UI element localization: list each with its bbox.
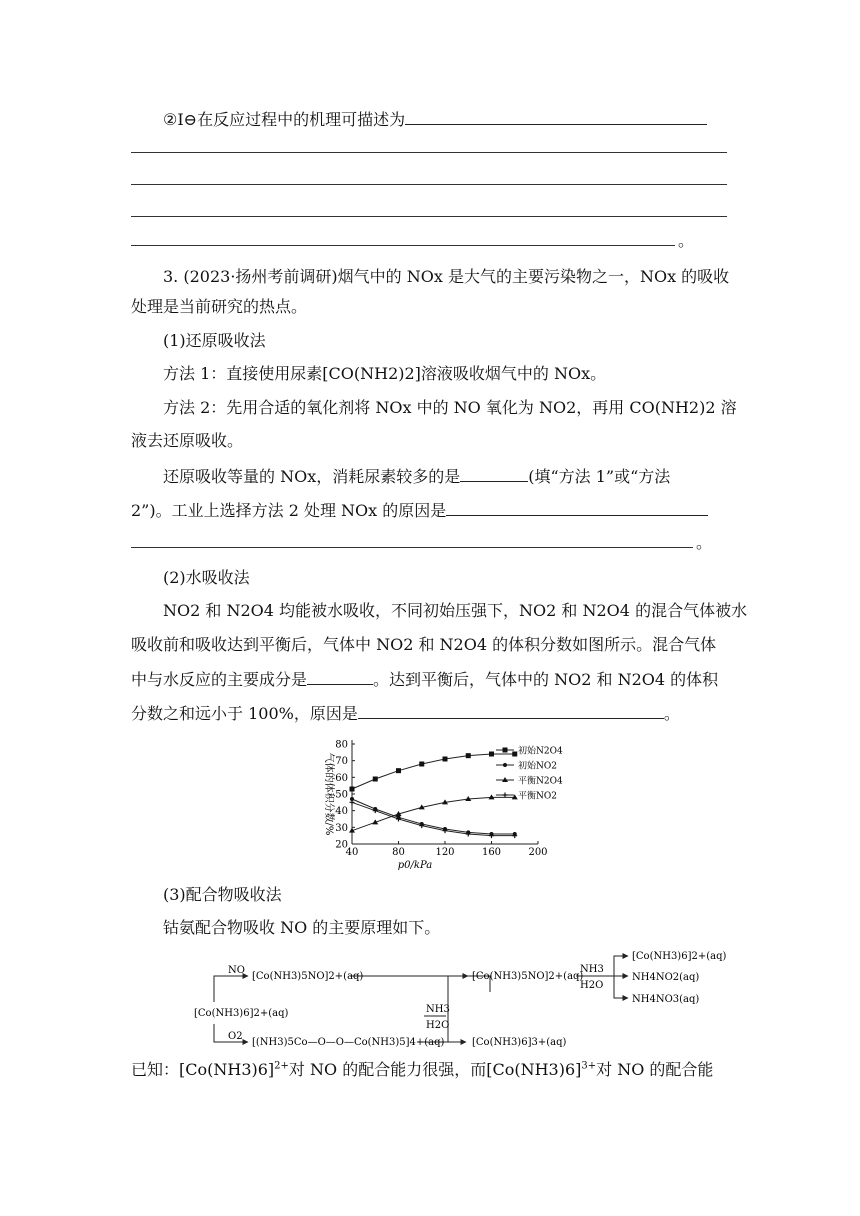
y-tick-label: 20 xyxy=(335,839,348,851)
y-tick-label: 30 xyxy=(335,822,348,834)
y-axis-label: 气体的体积分数/% xyxy=(323,752,334,836)
data-point xyxy=(373,777,378,782)
y-tick-label: 80 xyxy=(335,739,348,751)
q2-item2-text: ②I⊖在反应过程中的机理可描述为 xyxy=(163,110,406,129)
scheme-right-reagent-1: NH3 xyxy=(580,964,604,975)
known-a: 已知：[Co(NH3)6] xyxy=(131,1060,275,1079)
scheme-middle-upper: [Co(NH3)5NO]2+(aq) xyxy=(472,971,584,982)
answer-blank[interactable] xyxy=(446,498,708,516)
data-point xyxy=(443,757,448,762)
q1-line2 xyxy=(131,498,708,522)
legend-label: 平衡N2O4 xyxy=(518,776,563,787)
scheme-mid-reagent-1: NH3 xyxy=(426,1004,450,1015)
data-point xyxy=(396,768,401,773)
answer-line[interactable] xyxy=(131,216,727,217)
part3-line1: 钴氨配合物吸收 NO 的主要原理如下。 xyxy=(163,918,441,937)
part2-line4 xyxy=(131,701,680,725)
answer-line[interactable] xyxy=(131,152,727,153)
part2-line4-text: 分数之和远小于 100%，原因是 xyxy=(131,704,358,723)
scheme-right-reagent-2: H2O xyxy=(580,980,604,991)
data-point xyxy=(503,763,507,767)
legend-label: 平衡NO2 xyxy=(518,791,557,802)
legend-label: 初始N2O4 xyxy=(518,746,563,757)
part2-line3-pre: 中与水反应的主要成分是 xyxy=(131,670,308,689)
known-b: 对 NO 的配合能力很强，而[Co(NH3)6] xyxy=(288,1060,582,1079)
data-point xyxy=(466,753,471,758)
answer-blank[interactable] xyxy=(405,107,707,125)
scheme-product-2: NH4NO2(aq) xyxy=(632,972,700,983)
scheme-product-3: NH4NO3(aq) xyxy=(632,994,700,1005)
series-line xyxy=(352,754,515,789)
known-sup1: 2+ xyxy=(274,1060,289,1072)
data-point xyxy=(503,748,508,753)
chart-legend xyxy=(496,745,563,802)
end-mark: 。 xyxy=(663,704,680,723)
x-tick-label: 160 xyxy=(481,847,502,858)
known-line xyxy=(131,1059,713,1081)
method2-line1: 方法 2：先用合适的氧化剂将 NOx 中的 NO 氧化为 NO2，再用 CO(NH2)2 溶 xyxy=(163,398,737,417)
scheme-product-1: [Co(NH3)6]2+(aq) xyxy=(632,951,727,962)
q1-line1-post: (填“方法 1”或“方法 xyxy=(528,467,671,486)
answer-blank[interactable] xyxy=(358,701,664,719)
x-tick-label: 80 xyxy=(392,847,405,858)
answer-blank[interactable] xyxy=(460,464,528,482)
part2-line1: NO2 和 N2O4 均能被水吸收，不同初始压强下，NO2 和 N2O4 的混合气体被水 xyxy=(163,601,748,620)
scheme-mid-reagent-2: H2O xyxy=(426,1020,450,1031)
y-tick-label: 40 xyxy=(335,806,348,818)
data-point xyxy=(489,794,495,799)
part2-title: (2)水吸收法 xyxy=(163,568,250,587)
q3-intro-line2: 处理是当前研究的热点。 xyxy=(131,297,308,316)
scheme-reagent-bottom: O2 xyxy=(228,1031,243,1042)
y-tick-label: 70 xyxy=(335,756,348,768)
answer-blank[interactable] xyxy=(307,667,373,685)
data-point xyxy=(512,752,517,757)
part2-line3-post: 。达到平衡后，气体中的 NO2 和 N2O4 的体积 xyxy=(373,670,719,689)
data-point xyxy=(350,800,355,805)
method2-line2: 液去还原吸收。 xyxy=(131,431,244,450)
x-tick-label: 120 xyxy=(435,847,455,858)
known-sup2: 3+ xyxy=(581,1060,597,1072)
data-point xyxy=(350,787,355,792)
q1-line1 xyxy=(163,464,670,488)
x-axis-label: p0/kPa xyxy=(397,860,433,871)
chart-axes xyxy=(323,740,548,872)
answer-line[interactable] xyxy=(131,184,727,185)
scheme-lower: [(NH3)5Co—O—O—Co(NH3)5]4+(aq) xyxy=(252,1037,445,1048)
known-c: 对 NO 的配合能 xyxy=(596,1060,714,1079)
y-tick-label: 50 xyxy=(335,789,348,801)
x-tick-label: 40 xyxy=(345,847,359,858)
end-mark: 。 xyxy=(678,231,695,250)
y-tick-label: 60 xyxy=(335,772,348,784)
q1-line2-text: 2”)。工业上选择方法 2 处理 NOx 的原因是 xyxy=(131,501,447,520)
answer-line[interactable] xyxy=(131,547,693,548)
part2-line3 xyxy=(131,667,718,691)
answer-line[interactable] xyxy=(131,245,675,246)
scheme-upper: [Co(NH3)5NO]2+(aq) xyxy=(252,971,364,982)
scheme-reagent-top: NO xyxy=(228,965,245,976)
series-line xyxy=(352,802,515,835)
series-line xyxy=(352,799,515,834)
data-point xyxy=(503,793,508,798)
volume-fraction-chart xyxy=(300,734,600,874)
scheme-middle-lower: [Co(NH3)6]3+(aq) xyxy=(472,1037,567,1048)
part2-line2: 吸收前和吸收达到平衡后，气体中 NO2 和 N2O4 的体积分数如图所示。混合气体 xyxy=(131,635,717,654)
q2-item2 xyxy=(163,107,707,131)
method1: 方法 1：直接使用尿素[CO(NH2)2]溶液吸收烟气中的 NOx。 xyxy=(163,364,607,383)
q3-intro-line1: 3. (2023·扬州考前调研)烟气中的 NOx 是大气的主要污染物之一，NOx 的吸收 xyxy=(163,267,730,286)
series-line xyxy=(352,797,515,830)
q1-line1-pre: 还原吸收等量的 NOx，消耗尿素较多的是 xyxy=(163,467,461,486)
end-mark: 。 xyxy=(696,533,713,552)
data-point xyxy=(419,762,424,767)
data-point xyxy=(489,752,494,757)
scheme-left: [Co(NH3)6]2+(aq) xyxy=(194,1008,289,1019)
part1-title: (1)还原吸收法 xyxy=(163,331,266,350)
legend-label: 初始NO2 xyxy=(518,761,557,772)
part3-title: (3)配合物吸收法 xyxy=(163,885,282,904)
reaction-scheme xyxy=(190,946,730,1051)
chart-series xyxy=(349,752,518,839)
x-tick-label: 200 xyxy=(528,847,548,858)
